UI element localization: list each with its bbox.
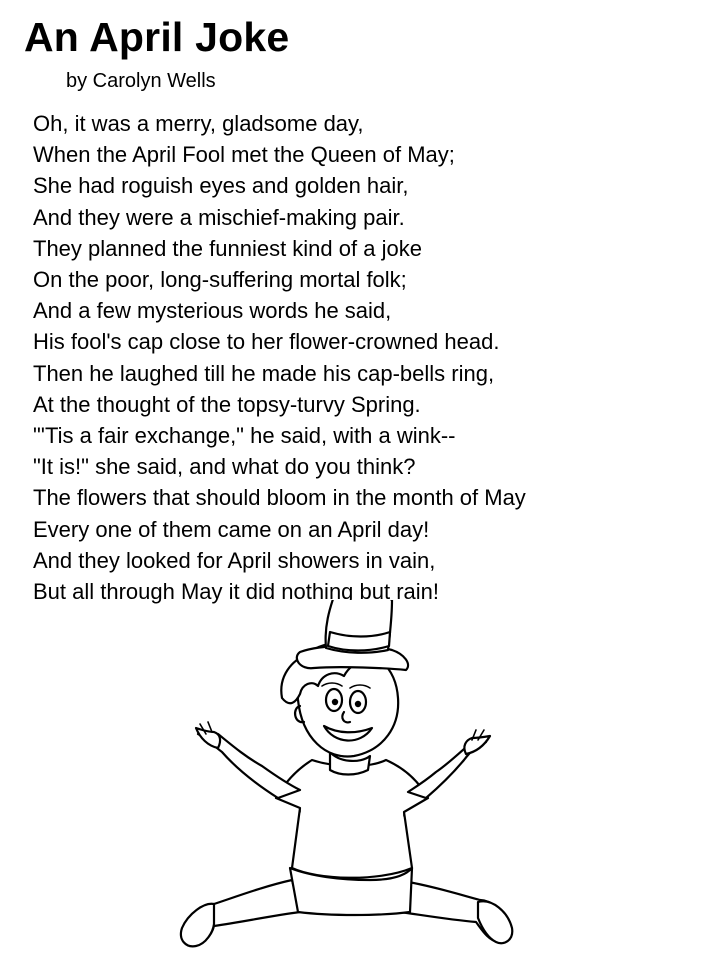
poem-line: When the April Fool met the Queen of May; bbox=[33, 142, 455, 168]
poem-line: Oh, it was a merry, gladsome day, bbox=[33, 111, 364, 136]
poem-line: But all through May it did nothing but rain! bbox=[33, 579, 440, 605]
poem-text bbox=[33, 108, 526, 607]
poem-line: And a few mysterious words he said, bbox=[33, 298, 392, 324]
poem-line: The flowers that should bloom in the month of May bbox=[33, 485, 526, 511]
author-byline: by Carolyn Wells bbox=[66, 70, 216, 92]
poem-line: And they were a mischief-making pair. bbox=[33, 204, 405, 230]
poem-line: On the poor, long-suffering mortal folk; bbox=[33, 267, 407, 293]
page-title: An April Joke bbox=[24, 14, 290, 60]
poem-line: Then he laughed till he made his cap-bells ring, bbox=[33, 360, 495, 386]
jumping-fool-with-top-hat-icon bbox=[170, 600, 540, 957]
poem-line: She had roguish eyes and golden hair, bbox=[33, 173, 409, 199]
poem-line: They planned the funniest kind of a joke bbox=[33, 235, 422, 261]
poem-line: "'Tis a fair exchange," he said, with a wink-- bbox=[33, 423, 456, 449]
poem-line: His fool's cap close to her flower-crowned head. bbox=[33, 329, 500, 355]
poem-line: Every one of them came on an April day! bbox=[33, 516, 430, 542]
poem-line: "It is!" she said, and what do you think? bbox=[33, 454, 416, 480]
poem-line: And they looked for April showers in vain, bbox=[33, 547, 436, 573]
poem-line: At the thought of the topsy-turvy Spring. bbox=[33, 391, 421, 417]
